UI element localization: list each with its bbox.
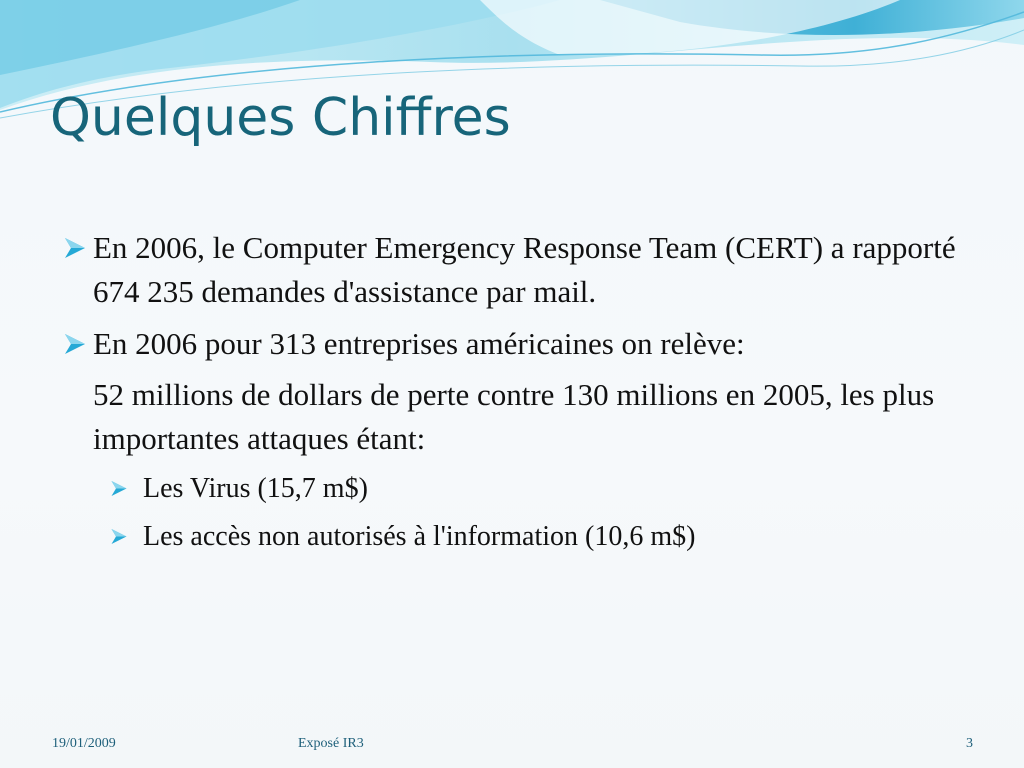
sub-bullet-text: Les accès non autorisés à l'information (10,6 m$) [143, 521, 696, 552]
footer-page-number: 3 [966, 736, 973, 751]
slide-content [62, 226, 962, 561]
bullet-text: En 2006, le Computer Emergency Response Team (CERT) a rapporté 674 235 demandes d'assistance par mail. [93, 230, 956, 309]
arrow-bullet-icon [110, 528, 128, 545]
sub-bullet-text: Les Virus (15,7 m$) [143, 473, 368, 504]
sub-bullet-item [62, 513, 962, 561]
arrow-bullet-icon [63, 237, 87, 259]
footer-center-text: Exposé IR3 [298, 736, 364, 751]
slide-title: Quelques Chiffres [50, 88, 511, 148]
bullet-item [62, 226, 962, 314]
sub-bullet-item [62, 465, 962, 513]
bullet-continuation: 52 millions de dollars de perte contre 130 millions en 2005, les plus importantes attaques étant: [93, 377, 935, 456]
arrow-bullet-icon [110, 480, 128, 497]
bullet-item [62, 322, 962, 366]
bullet-text: En 2006 pour 313 entreprises américaines on relève: [93, 326, 745, 361]
arrow-bullet-icon [63, 333, 87, 355]
footer-date: 19/01/2009 [52, 736, 116, 751]
